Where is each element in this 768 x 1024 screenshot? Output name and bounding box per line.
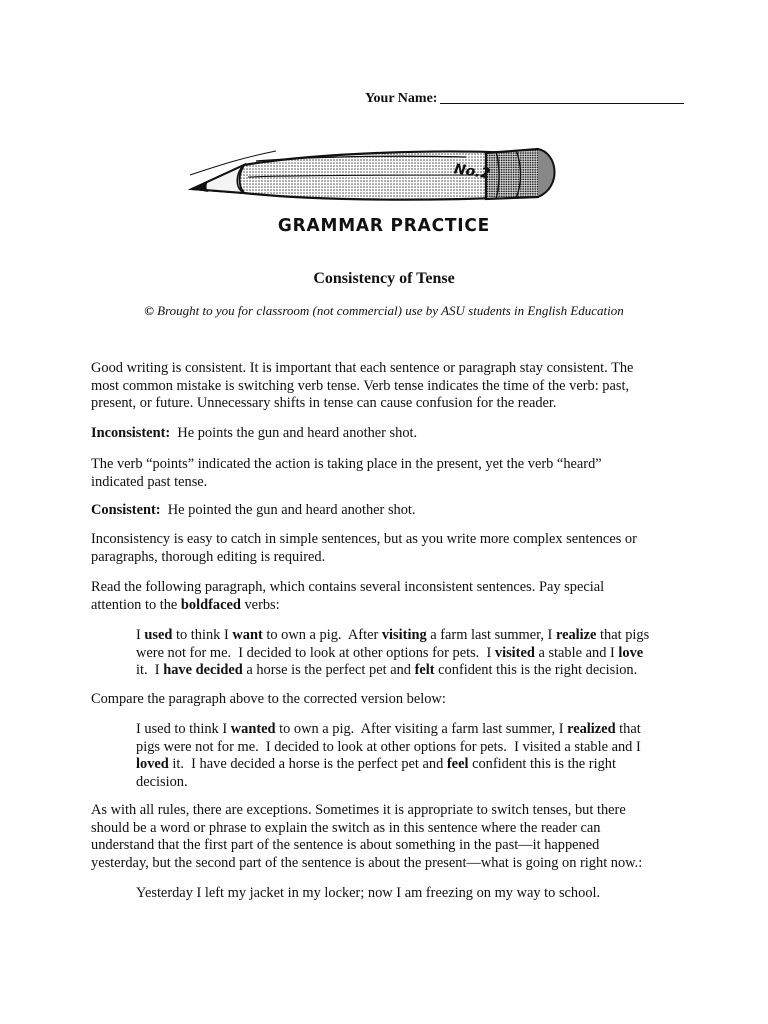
example-text: a farm last summer, I xyxy=(426,627,556,643)
example-line xyxy=(136,756,696,774)
bold-verb: used xyxy=(144,627,173,643)
exceptions-line: As with all rules, there are exceptions. Sometimes it is appropriate to switch tenses, but there xyxy=(91,802,626,818)
instruction-text: attention to the xyxy=(91,596,181,613)
example-text: I xyxy=(136,627,145,643)
example-line xyxy=(136,739,696,757)
example-text: it. I xyxy=(136,662,164,678)
note-line: paragraphs, thorough editing is required. xyxy=(91,548,326,565)
document-title: Consistency of Tense xyxy=(313,270,455,287)
bold-verb: wanted xyxy=(230,721,276,737)
example-text: to own a pig. After visiting a farm last summer, I xyxy=(275,721,568,737)
example-text: confident this is the right xyxy=(468,756,616,772)
example-text: confident this is the right decision. xyxy=(434,662,638,678)
compare-instruction: Compare the paragraph above to the corrected version below: xyxy=(91,691,446,707)
copyright-symbol: © xyxy=(144,303,154,318)
exceptions-line: yesterday, but the second part of the sentence is about the present—what is going on right now.: xyxy=(91,854,643,871)
bold-verb: feel xyxy=(446,756,469,772)
example-text: decision. xyxy=(136,773,188,790)
your-name-label: Your Name: xyxy=(365,91,438,106)
verb-explanation xyxy=(91,456,691,491)
inconsistent-sentence: He points the gun and heard another shot. xyxy=(170,425,418,441)
boldfaced-word: boldfaced xyxy=(180,596,241,613)
example-text: it. I have decided a horse is the perfect pet and xyxy=(168,756,447,772)
name-blank-line xyxy=(440,103,684,104)
example-text: a stable and I xyxy=(534,644,619,661)
bold-verb: have decided xyxy=(163,662,243,678)
bold-verb: realized xyxy=(567,721,616,737)
banner-title: GRAMMAR PRACTICE xyxy=(277,215,491,237)
example-line xyxy=(136,645,696,663)
inconsistent-paragraph xyxy=(136,627,696,680)
bold-verb: felt xyxy=(414,662,435,678)
pencil-illustration xyxy=(186,135,568,205)
final-example: Yesterday I left my jacket in my locker; now I am freezing on my way to school. xyxy=(136,885,601,901)
intro-line: most common mistake is switching verb tense. Verb tense indicates the time of the verb: past, xyxy=(91,377,630,394)
read-instruction xyxy=(91,579,691,614)
bold-verb: want xyxy=(232,627,263,643)
intro-line: present, or future. Unnecessary shifts in tense can cause confusion for the reader. xyxy=(91,395,557,411)
explanation-line: indicated past tense. xyxy=(91,473,208,490)
intro-paragraph xyxy=(91,360,691,413)
example-text: a horse is the perfect pet and xyxy=(242,662,415,678)
consistent-sentence: He pointed the gun and heard another shot. xyxy=(160,502,416,518)
note-line: Inconsistency is easy to catch in simple sentences, but as you write more complex sentences or xyxy=(91,531,637,547)
instruction-line xyxy=(91,597,691,615)
consistent-example xyxy=(91,502,691,520)
consistent-label: Consistent: xyxy=(91,502,161,518)
example-line xyxy=(136,774,696,792)
inconsistent-example xyxy=(91,425,691,443)
intro-line: Good writing is consistent. It is important that each sentence or paragraph stay consistent. The xyxy=(91,360,634,376)
example-text: pigs were not for me. I decided to look at other options for pets. I visited a stable and I xyxy=(136,738,641,755)
example-line xyxy=(136,627,696,645)
corrected-paragraph xyxy=(136,721,696,791)
copyright-text: Brought to you for classroom (not commercial) use by ASU students in English Education xyxy=(157,303,624,318)
example-text: I used to think I xyxy=(136,721,231,737)
instruction-line: Read the following paragraph, which contains several inconsistent sentences. Pay special xyxy=(91,579,605,595)
pencil-label: No.2 xyxy=(453,161,492,183)
bold-verb: realize xyxy=(555,627,597,643)
bold-verb: love xyxy=(618,644,644,661)
example-line xyxy=(136,662,696,680)
inconsistent-label: Inconsistent: xyxy=(91,425,171,441)
explanation-line: The verb “points” indicated the action is taking place in the present, yet the verb “heard” xyxy=(91,456,602,472)
exceptions-line: understand that the first part of the sentence is about something in the past—it happened xyxy=(91,837,600,853)
copyright-notice xyxy=(0,302,768,320)
bold-verb: visiting xyxy=(381,627,427,643)
bold-verb: visited xyxy=(494,644,535,661)
exceptions-paragraph xyxy=(91,802,691,872)
exceptions-line: should be a word or phrase to explain the switch as in this sentence where the reader can xyxy=(91,819,601,836)
instruction-text: verbs: xyxy=(240,596,280,613)
example-text: that pigs xyxy=(596,627,650,643)
example-text: to think I xyxy=(172,627,233,643)
example-text: were not for me. I decided to look at other options for pets. I xyxy=(136,644,495,661)
example-line xyxy=(136,721,696,739)
complex-note xyxy=(91,531,691,566)
example-text: to own a pig. After xyxy=(262,627,382,643)
bold-verb: loved xyxy=(136,756,169,772)
example-text: that xyxy=(615,721,641,737)
